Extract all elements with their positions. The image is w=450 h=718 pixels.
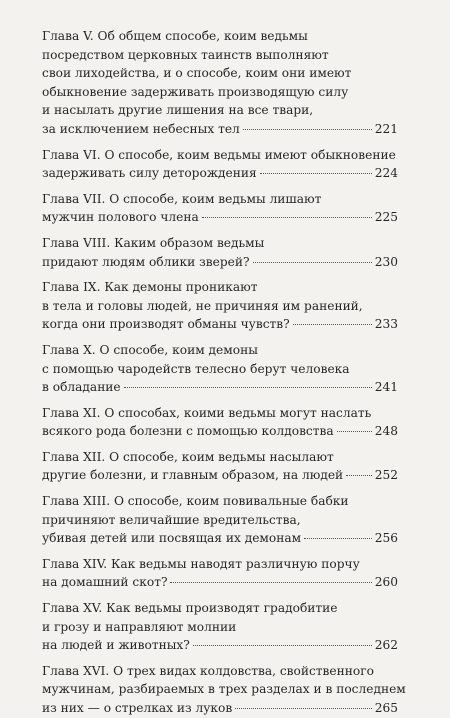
toc-entry-last-line	[42, 636, 398, 655]
toc-entry-last-line	[42, 120, 398, 139]
toc-entry-last-line	[42, 253, 398, 272]
dot-leader	[170, 582, 371, 583]
page-number: 241	[374, 380, 398, 395]
toc-entry-line: всякого рода болезни с помощью колдовства	[42, 424, 334, 439]
toc-entry-line: причиняют величайшие вредительства,	[42, 512, 301, 527]
toc-entry	[42, 234, 398, 271]
toc-entry-line: Глава XVI. О трех видах колдовства, свойственного	[42, 663, 374, 678]
toc-entry-line: в тела и головы людей, не причиняя им ранений,	[42, 298, 363, 313]
toc-entry	[42, 448, 398, 485]
toc-entry-line: когда они производят обманы чувств?	[42, 317, 290, 332]
toc-entry-line: мужчинам, разбираемых в трех разделах и в последнем	[42, 682, 406, 697]
dot-leader	[243, 129, 372, 130]
dot-leader	[253, 262, 372, 263]
dot-leader	[293, 324, 372, 325]
toc-entry-line: посредством церковных таинств выполняют	[42, 47, 329, 62]
toc-entry-line: за исключением небесных тел	[42, 121, 240, 136]
toc-entry	[42, 662, 406, 718]
dot-leader	[304, 538, 372, 539]
toc-entry	[42, 404, 398, 441]
toc-entry-line: Глава VIII. Каким образом ведьмы	[42, 235, 265, 250]
toc-entry-last-line	[42, 208, 398, 227]
toc-entry-line: с помощью чародейств телесно берут человека	[42, 361, 350, 376]
toc-entry-line: Глава XV. Как ведьмы производят градобитие	[42, 601, 338, 616]
page-number: 262	[374, 638, 398, 653]
toc-entry-last-line	[42, 699, 398, 718]
toc-entry-last-line	[42, 378, 398, 397]
page-number: 252	[374, 468, 398, 483]
toc-entry-line: на людей и животных?	[42, 638, 190, 653]
toc-entry-line: Глава IX. Как демоны проникают	[42, 280, 258, 295]
toc-entry-line: убивая детей или посвящая их демонам	[42, 531, 302, 546]
toc-entry-last-line	[42, 529, 398, 548]
dot-leader	[337, 431, 372, 432]
toc-entry	[42, 278, 398, 334]
toc-entry	[42, 27, 398, 139]
page-number: 225	[374, 210, 398, 225]
toc-entry-line: обыкновение задерживать производящую силу	[42, 84, 349, 99]
dot-leader	[235, 708, 371, 709]
toc-entry-line: свои лиходейства, и о способе, коим они имеют	[42, 66, 352, 81]
toc-entry	[42, 599, 398, 655]
toc-entry-line: другие болезни, и главным образом, на людей	[42, 468, 344, 483]
toc-entry-line: из них — о стрелках из луков	[42, 701, 233, 715]
table-of-contents	[42, 27, 406, 718]
toc-entry-line: Глава XIV. Как ведьмы наводят различную порчу	[42, 556, 360, 571]
dot-leader	[202, 217, 372, 218]
toc-entry-line: Глава VI. О способе, коим ведьмы имеют обыкновение	[42, 147, 396, 162]
toc-entry	[42, 492, 398, 548]
toc-entry-line: в обладание	[42, 380, 121, 395]
page-number: 233	[374, 317, 398, 332]
page-number: 230	[374, 254, 398, 269]
toc-entry-last-line	[42, 422, 398, 441]
dot-leader	[124, 387, 372, 388]
toc-entry-last-line	[42, 315, 398, 334]
toc-entry-line: Глава VII. О способе, коим ведьмы лишают	[42, 191, 322, 206]
page-number: 265	[374, 701, 398, 715]
toc-entry-line: мужчин полового члена	[42, 210, 199, 225]
dot-leader	[346, 475, 372, 476]
page-number: 260	[374, 575, 398, 590]
toc-entry	[42, 555, 398, 592]
toc-entry-last-line	[42, 164, 398, 183]
toc-entry-last-line	[42, 573, 398, 592]
toc-entry-line: и насылать другие лишения на все твари,	[42, 103, 314, 118]
page-number: 221	[374, 121, 398, 136]
toc-entry-line: и грозу и направляют молнии	[42, 619, 237, 634]
toc-entry	[42, 190, 398, 227]
toc-entry-line: задерживать силу деторождения	[42, 166, 257, 181]
page-number: 224	[374, 166, 398, 181]
page-number: 248	[374, 424, 398, 439]
page-number: 256	[374, 531, 398, 546]
toc-entry	[42, 341, 398, 397]
toc-entry-line: придают людям облики зверей?	[42, 254, 250, 269]
toc-entry-last-line	[42, 466, 398, 485]
toc-entry	[42, 146, 398, 183]
toc-entry-line: Глава XIII. О способе, коим повивальные бабки	[42, 494, 349, 509]
dot-leader	[260, 173, 372, 174]
dot-leader	[193, 645, 372, 646]
toc-entry-line: на домашний скот?	[42, 575, 168, 590]
toc-entry-line: Глава V. Об общем способе, коим ведьмы	[42, 29, 308, 43]
toc-entry-line: Глава XII. О способе, коим ведьмы насылают	[42, 449, 334, 464]
toc-entry-line: Глава XI. О способах, коими ведьмы могут наслать	[42, 405, 372, 420]
toc-entry-line: Глава X. О способе, коим демоны	[42, 342, 258, 357]
